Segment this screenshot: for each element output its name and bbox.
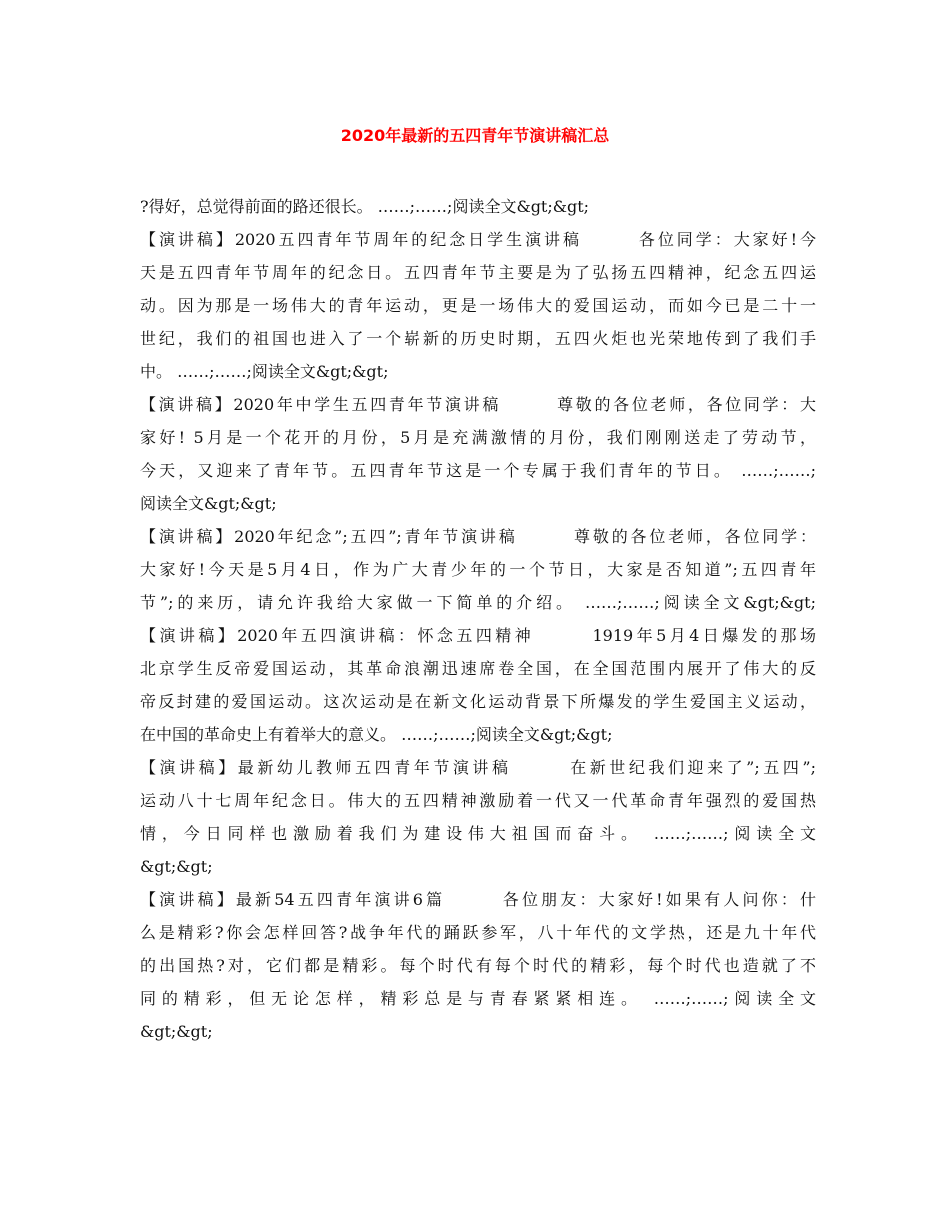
text-line: &gt;&gt; xyxy=(140,857,213,876)
text-line: 同的精彩，但无论怎样，精彩总是与青春紧紧相连。 ……;……;阅读全文 xyxy=(140,989,816,1008)
text-line: 北京学生反帝爱国运动，其革命浪潮迅速席卷全国，在全国范围内展开了伟大的反 xyxy=(140,659,816,678)
text-line: 情，今日同样也激励着我们为建设伟大祖国而奋斗。 ……;……;阅读全文 xyxy=(140,824,816,843)
text-line: 【演讲稿】2020五四青年节周年的纪念日学生演讲稿 各位同学：大家好!今 xyxy=(140,230,816,249)
text-line: &gt;&gt; xyxy=(140,1022,213,1041)
text-line: 今天，又迎来了青年节。五四青年节这是一个专属于我们青年的节日。 ……;……; xyxy=(140,461,816,480)
document-title: 2020年最新的五四青年节演讲稿汇总 xyxy=(340,126,610,145)
text-line: ?得好，总觉得前面的路还很长。 ……;……;阅读全文&gt;&gt; xyxy=(140,197,590,216)
text-line: 阅读全文&gt;&gt; xyxy=(140,494,277,513)
text-line: 天是五四青年节周年的纪念日。五四青年节主要是为了弘扬五四精神，纪念五四运 xyxy=(140,263,816,282)
text-line: 动。因为那是一场伟大的青年运动，更是一场伟大的爱国运动，而如今已是二十一 xyxy=(140,296,816,315)
text-line: 【演讲稿】2020年五四演讲稿：怀念五四精神 1919年5月4日爆发的那场 xyxy=(140,626,816,645)
text-line: 大家好!今天是5月4日，作为广大青少年的一个节日，大家是否知道”;五四青年 xyxy=(140,560,816,579)
text-line: 在中国的革命史上有着举大的意义。 ……;……;阅读全文&gt;&gt; xyxy=(140,725,613,744)
document-body xyxy=(140,190,816,1048)
text-line: 运动八十七周年纪念日。伟大的五四精神激励着一代又一代革命青年强烈的爱国热 xyxy=(140,791,816,810)
text-line: 【演讲稿】最新幼儿教师五四青年节演讲稿 在新世纪我们迎来了”;五四”; xyxy=(140,758,816,777)
text-line: 节”;的来历，请允许我给大家做一下简单的介绍。 ……;……;阅读全文&gt;&gt; xyxy=(140,593,816,612)
text-line: 帝反封建的爱国运动。这次运动是在新文化运动背景下所爆发的学生爱国主义运动， xyxy=(140,692,816,711)
text-line: 中。 ……;……;阅读全文&gt;&gt; xyxy=(140,362,389,381)
text-line: 【演讲稿】2020年纪念”;五四”;青年节演讲稿 尊敬的各位老师，各位同学： xyxy=(140,527,816,546)
text-line: 【演讲稿】最新54五四青年演讲6篇 各位朋友：大家好!如果有人问你：什 xyxy=(140,890,816,909)
text-line: 么是精彩?你会怎样回答?战争年代的踊跃参军，八十年代的文学热，还是九十年代 xyxy=(140,923,816,942)
text-line: 家好! 5月是一个花开的月份，5月是充满激情的月份，我们刚刚送走了劳动节， xyxy=(140,428,816,447)
text-line: 【演讲稿】2020年中学生五四青年节演讲稿 尊敬的各位老师，各位同学：大 xyxy=(140,395,816,414)
text-line: 的出国热?对，它们都是精彩。每个时代有每个时代的精彩，每个时代也造就了不 xyxy=(140,956,816,975)
text-line: 世纪，我们的祖国也进入了一个崭新的历史时期，五四火炬也光荣地传到了我们手 xyxy=(140,329,816,348)
